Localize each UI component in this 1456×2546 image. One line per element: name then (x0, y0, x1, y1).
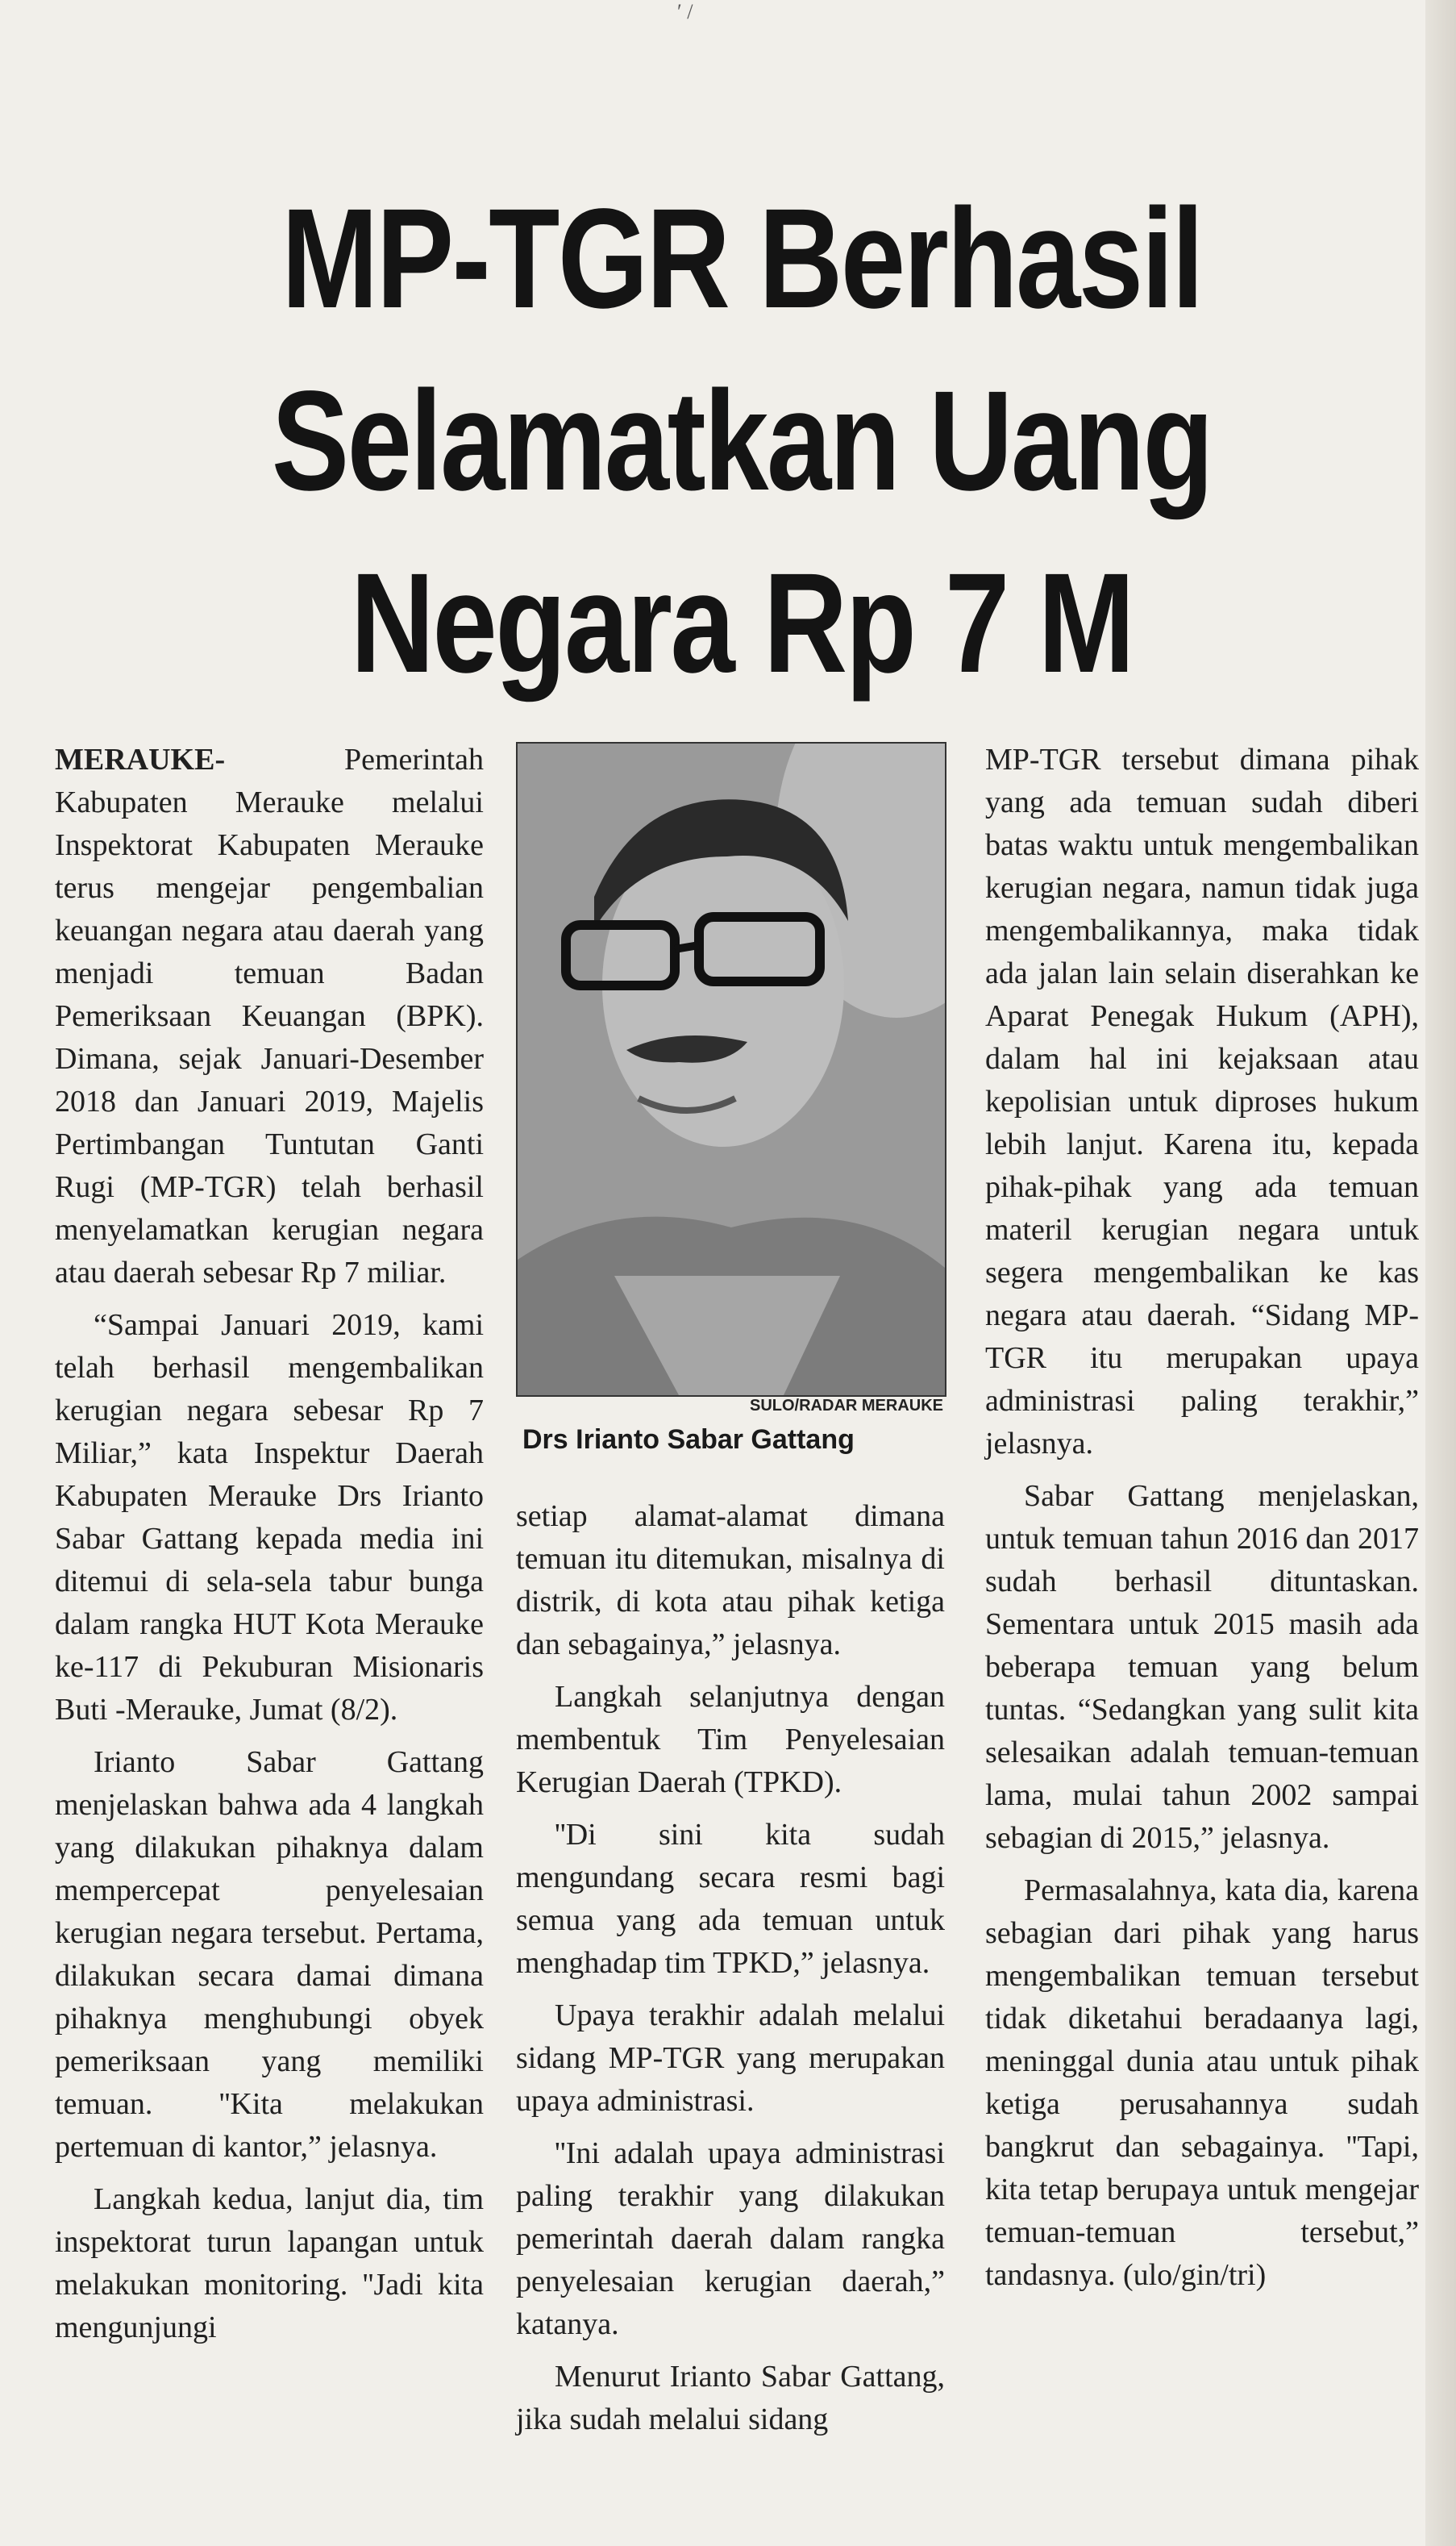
photo-caption: Drs Irianto Sabar Gattang (522, 1424, 855, 1455)
page-top-mark: ′ / (677, 0, 693, 23)
paragraph (55, 739, 484, 1294)
headline (200, 168, 1284, 715)
paragraph: setiap alamat-alamat dimana temuan itu ditemukan, misalnya di distrik, di kota atau pihak ketiga dan sebagainya,” jelasnya. (516, 1499, 945, 1661)
photo-credit: SULO/RADAR MERAUKE (750, 1397, 943, 1415)
paragraph: “Sampai Januari 2019, kami telah berhasil mengembalikan kerugian negara sebesar Rp 7 Miliar,” kata Inspektur Daerah Kabupaten Merauke Drs Irianto Sabar Gattang kepada media ini ditemui di sela-sela tabur bunga dalam rangka HUT Kota Merauke ke-117 di Pekuburan Misionaris Buti -Merauke, Jumat (8/2). (55, 1308, 484, 1727)
paragraph: MP-TGR tersebut dimana pihak yang ada temuan sudah diberi batas waktu untuk mengembalikan kerugian negara, namun tidak juga mengembalikannya, maka tidak ada jalan lain selain diserahkan ke Aparat Penegak Hukum (APH), dalam hal ini kejaksaan atau kepolisian untuk diproses hukum lebih lanjut. Karena itu, kepada pihak-pihak yang ada temuan materil kerugian negara untuk segera mengembalikan ke kas negara atau daerah. “Sidang MP-TGR itu merupakan upaya administrasi paling terakhir,” jelasnya. (985, 743, 1419, 1461)
paragraph: Langkah kedua, lanjut dia, tim inspektorat turun lapangan untuk melakukan monitoring. ''Jadi kita mengunjungi (55, 2182, 484, 2344)
portrait-illustration (518, 744, 945, 1395)
paragraph: ''Ini adalah upaya administrasi paling terakhir yang dilakukan pemerintah daerah dalam rangka penyelesaian kerugian daerah,” katanya. (516, 2136, 945, 2341)
paragraph: Permasalahnya, kata dia, karena sebagian dari pihak yang harus mengembalikan temuan tersebut tidak diketahui beradaanya lagi, meninggal dunia atau untuk pihak ketiga perusahannya sudah bangkrut dan sebagainya. ''Tapi, kita tetap berupaya untuk mengejar temuan-temuan tersebut,” tandasnya. (ulo/gin/tri) (985, 1873, 1419, 2292)
adjacent-page-edge (1425, 0, 1456, 2546)
portrait-photo (516, 742, 946, 1397)
dateline: MERAUKE- (55, 743, 226, 777)
paragraph-text: Pemerintah Kabupaten Merauke melalui Inspektorat Kabupaten Merauke terus mengejar pengembalian keuangan negara atau daerah yang menjadi temuan Badan Pemeriksaan Keuangan (BPK). Dimana, sejak Januari-Desember 2018 dan Januari 2019, Majelis Pertimbangan Tuntutan Ganti Rugi (MP-TGR) telah berhasil menyelamatkan kerugian negara atau daerah sebesar Rp 7 miliar. (55, 743, 484, 1290)
headline-line-2: Selamatkan Uang (271, 361, 1213, 520)
headline-line-1: MP-TGR Berhasil (281, 179, 1202, 338)
paragraph: Menurut Irianto Sabar Gattang, jika sudah melalui sidang (516, 2360, 945, 2436)
paragraph: Irianto Sabar Gattang menjelaskan bahwa ada 4 langkah yang dilakukan pihaknya dalam mempercepat penyelesaian kerugian negara tersebut. Pertama, dilakukan secara damai dimana pihaknya menghubungi obyek pemeriksaan yang memiliki temuan. ''Kita melakukan pertemuan di kantor,” jelasnya. (55, 1745, 484, 2164)
article-column-1 (55, 739, 484, 2359)
paragraph: Langkah selanjutnya dengan membentuk Tim Penyelesaian Kerugian Daerah (TPKD). (516, 1680, 945, 1799)
article-column-3 (985, 739, 1419, 2306)
paragraph: Sabar Gattang menjelaskan, untuk temuan tahun 2016 dan 2017 sudah berhasil dituntaskan. Sementara untuk 2015 masih ada beberapa temuan yang belum tuntas. “Sedangkan yang sulit kita selesaikan adalah temuan-temuan lama, mulai tahun 2002 sampai sebagian di 2015,” jelasnya. (985, 1479, 1419, 1855)
headline-line-3: Negara Rp 7 M (350, 544, 1134, 702)
paragraph: ''Di sini kita sudah mengundang secara resmi bagi semua yang ada temuan untuk menghadap tim TPKD,” jelasnya. (516, 1818, 945, 1980)
paragraph: Upaya terakhir adalah melalui sidang MP-TGR yang merupakan upaya administrasi. (516, 1998, 945, 2118)
article-column-2 (516, 1495, 945, 2451)
